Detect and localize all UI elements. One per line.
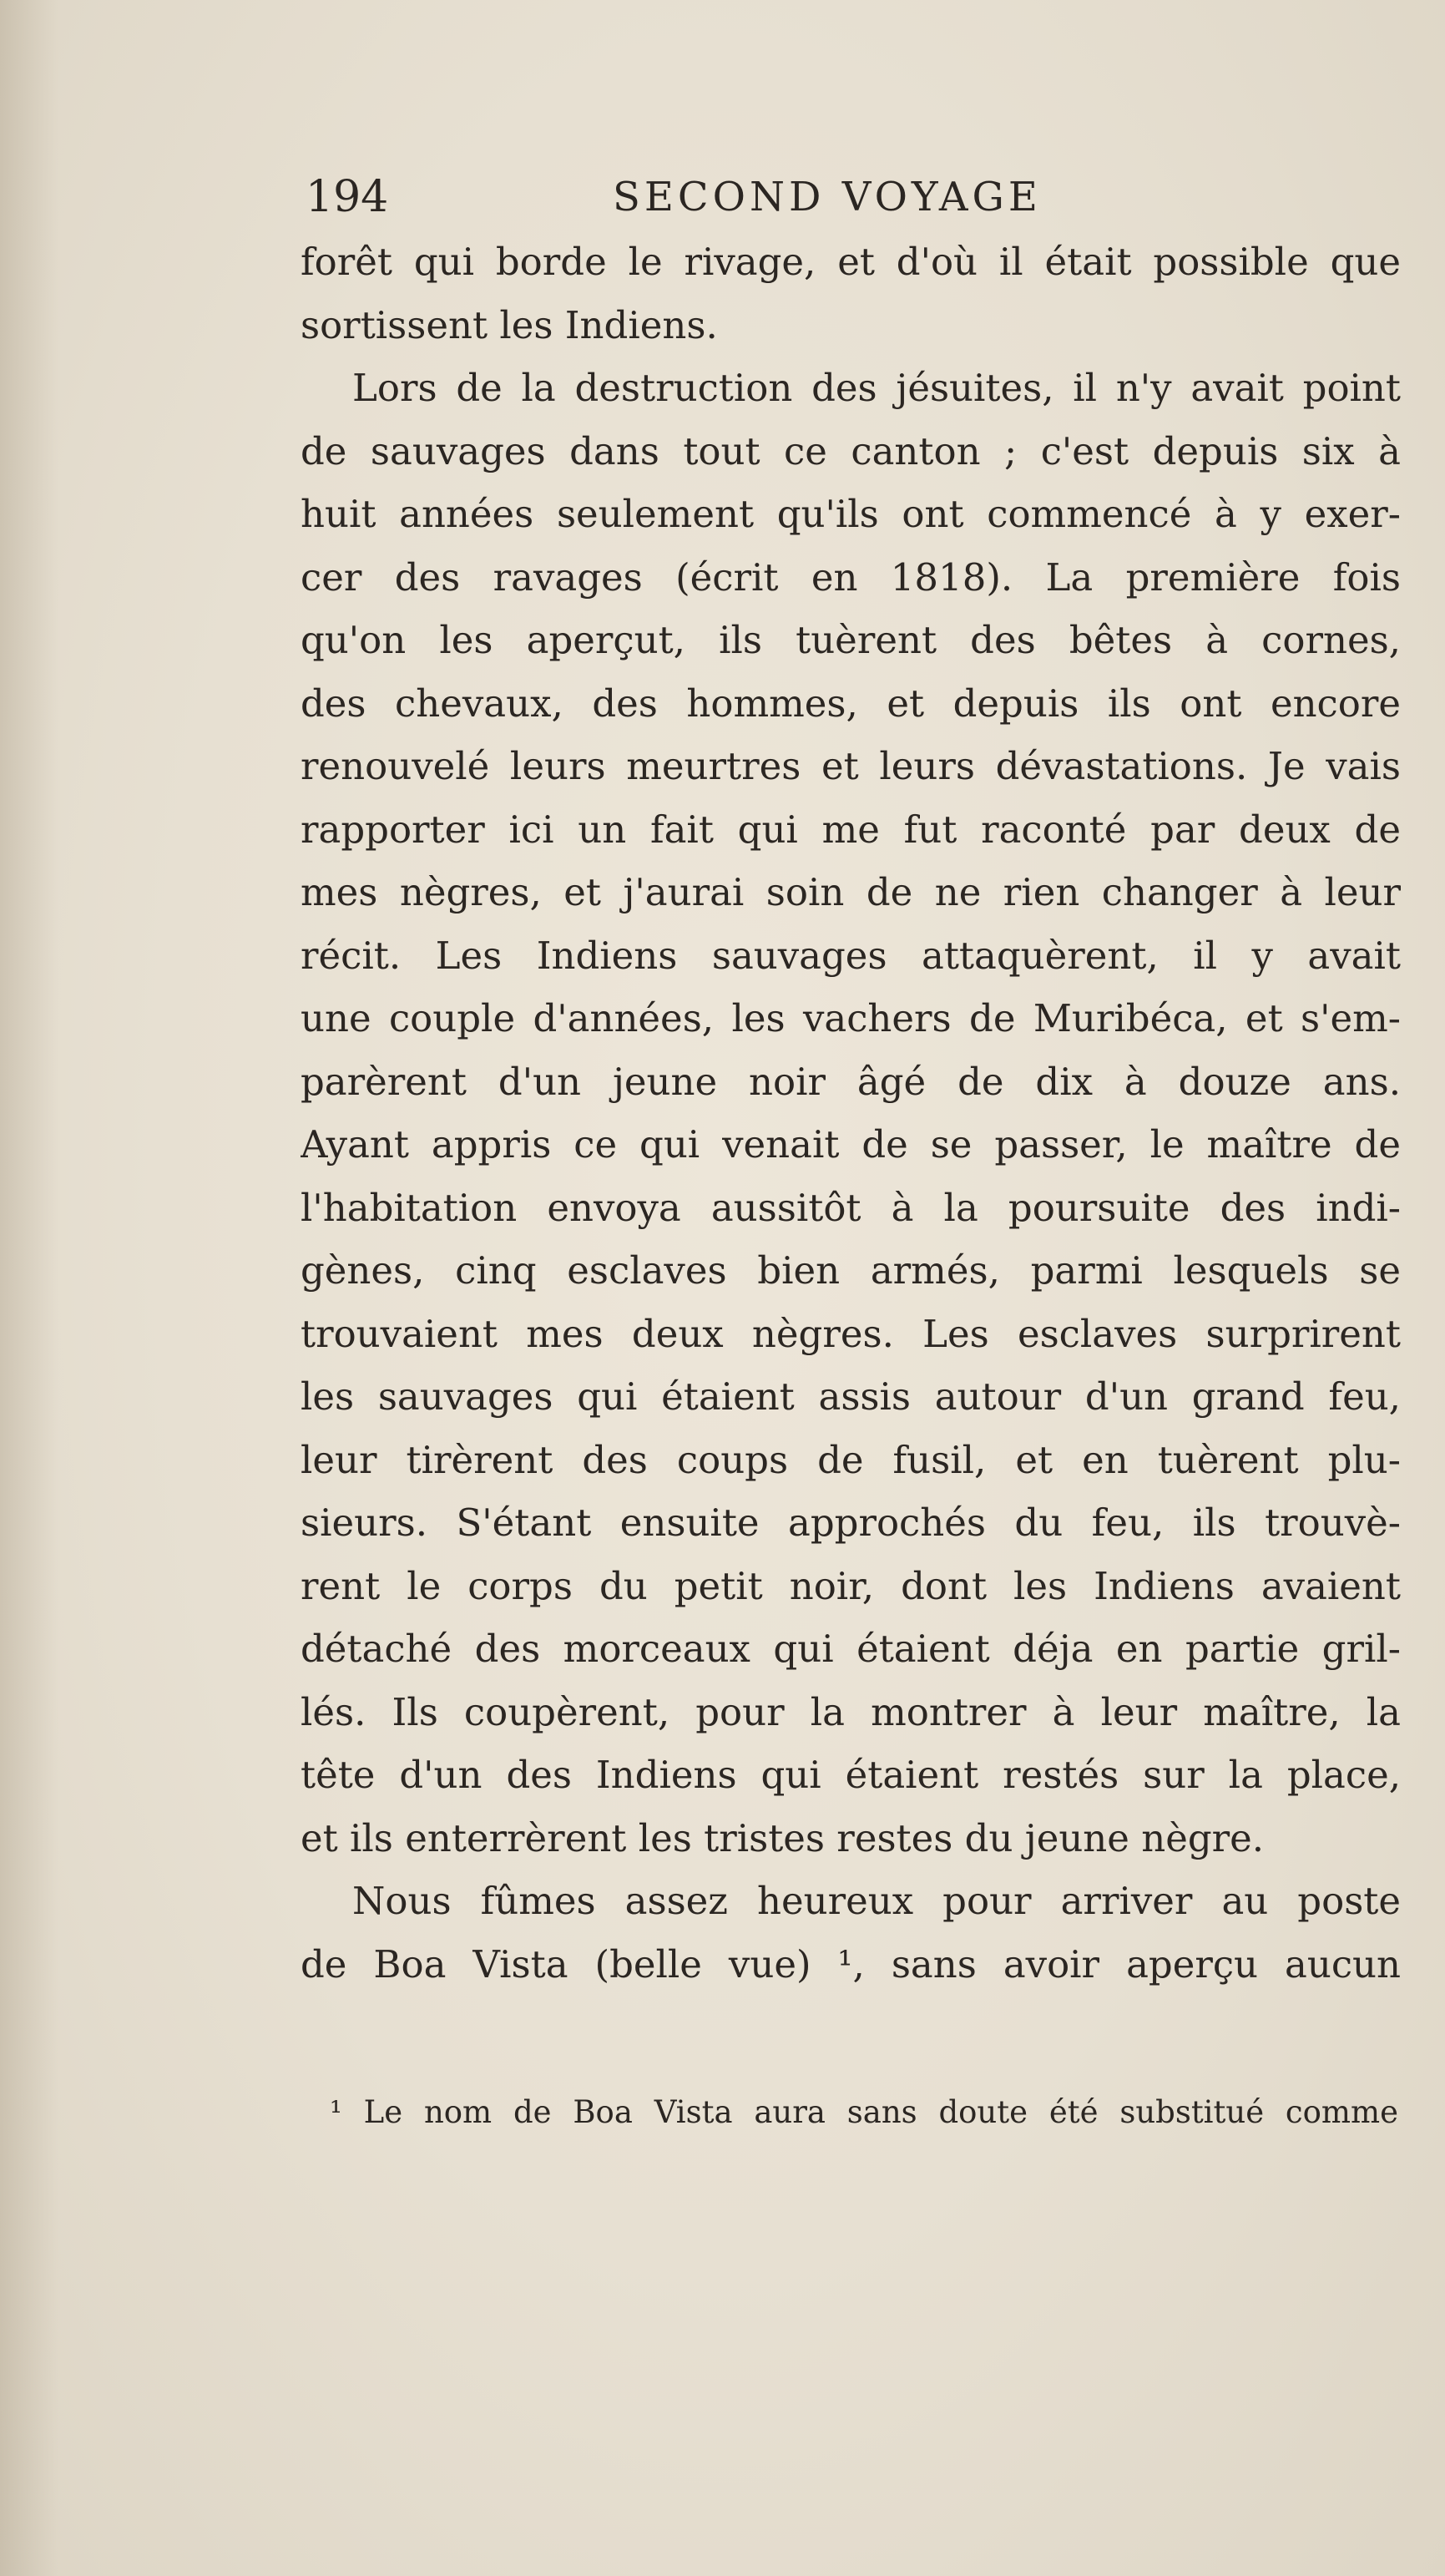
text-line: tête d'un des Indiens qui étaient restés sur la place,: [301, 1753, 1401, 1797]
text-line: qu'on les aperçut, ils tuèrent des bêtes à cornes,: [301, 618, 1401, 662]
text-line: Nous fûmes assez heureux pour arriver au poste: [352, 1879, 1401, 1923]
text-line: les sauvages qui étaient assis autour d'un grand feu,: [301, 1374, 1401, 1419]
text-line: mes nègres, et j'aurai soin de ne rien changer à leur: [301, 870, 1401, 914]
page-number: 194: [306, 172, 389, 222]
text-line: rent le corps du petit noir, dont les Indiens avaient: [301, 1563, 1401, 1608]
text-line: sortissent les Indiens.: [301, 302, 718, 347]
text-line: Lors de la destruction des jésuites, il n'y avait point: [352, 366, 1401, 410]
text-line: rapporter ici un fait qui me fut raconté par deux de: [301, 807, 1401, 852]
page-fold-shadow: [0, 0, 58, 2576]
text-line: gènes, cinq esclaves bien armés, parmi lesquels se: [301, 1248, 1401, 1293]
page-header: [306, 164, 1115, 230]
text-line: détaché des morceaux qui étaient déja en partie gril-: [301, 1627, 1401, 1671]
text-line: huit années seulement qu'ils ont commencé à y exer-: [301, 492, 1401, 536]
text-line: Ayant appris ce qui venait de se passer, le maître de: [301, 1122, 1401, 1167]
text-line: lés. Ils coupèrent, pour la montrer à leur maître, la: [301, 1689, 1401, 1734]
text-line: renouvelé leurs meurtres et leurs dévastations. Je vais: [301, 744, 1401, 788]
running-head: SECOND VOYAGE: [613, 174, 1042, 220]
text-line: sieurs. S'étant ensuite approchés du feu, ils trouvè-: [301, 1501, 1401, 1545]
body-text: [301, 230, 1401, 1996]
text-line: cer des ravages (écrit en 1818). La première fois: [301, 554, 1401, 600]
text-line: l'habitation envoya aussitôt à la poursuite des indi-: [301, 1185, 1401, 1230]
text-line: récit. Les Indiens sauvages attaquèrent, il y avait: [301, 933, 1401, 978]
text-line: parèrent d'un jeune noir âgé de dix à douze ans.: [301, 1059, 1401, 1104]
text-line: trouvaient mes deux nègres. Les esclaves surprirent: [301, 1311, 1401, 1356]
text-line: de sauvages dans tout ce canton ; c'est depuis six à: [301, 428, 1401, 473]
text-line: une couple d'années, les vachers de Muribéca, et s'em-: [301, 996, 1401, 1040]
text-line: et ils enterrèrent les tristes restes du jeune nègre.: [301, 1815, 1265, 1860]
footnote: ¹ Le nom de Boa Vista aura sans doute été substitué comme: [330, 2094, 1398, 2130]
text-line: des chevaux, des hommes, et depuis ils ont encore: [301, 681, 1401, 726]
text-line: forêt qui borde le rivage, et d'où il était possible que: [301, 240, 1401, 284]
text-line: leur tirèrent des coups de fusil, et en tuèrent plu-: [301, 1437, 1401, 1482]
text-line: de Boa Vista (belle vue) ¹, sans avoir aperçu aucun: [301, 1941, 1401, 1986]
